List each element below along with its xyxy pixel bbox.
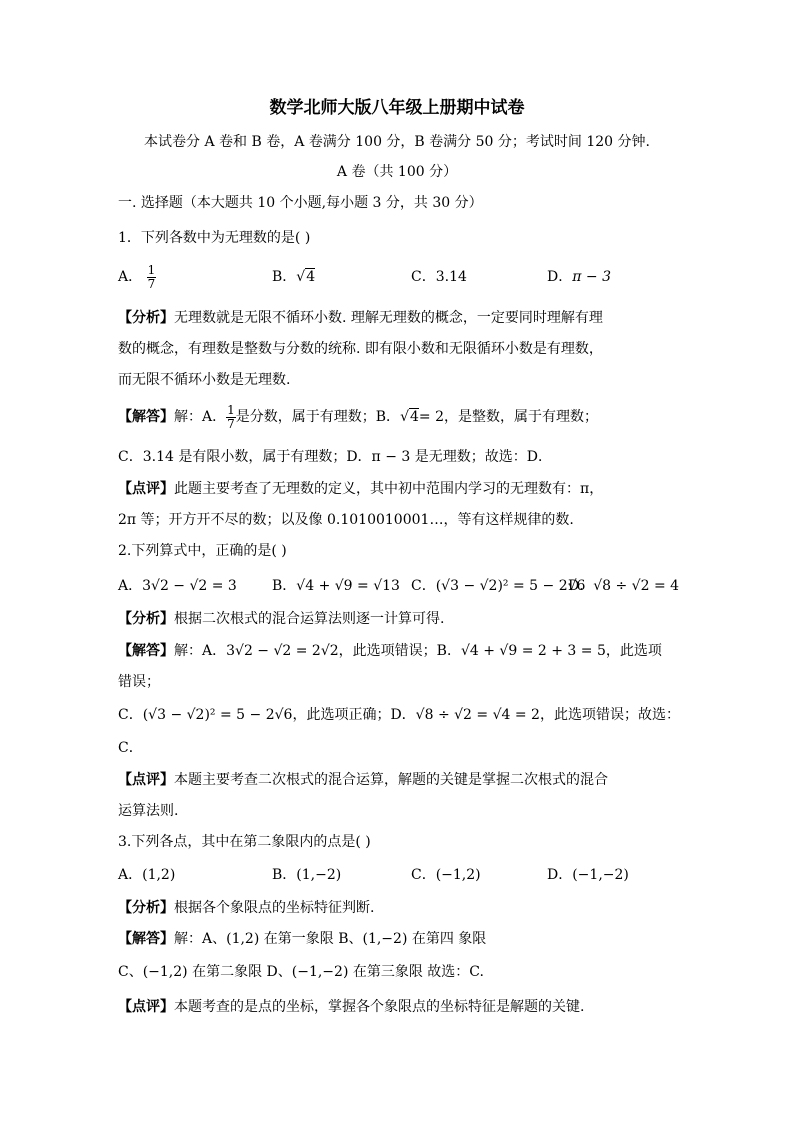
answer-tag: 【解答】 <box>118 931 174 947</box>
fraction-denominator: 7 <box>227 416 235 431</box>
q2-option-d: D．√8 ÷ √2 = 4 <box>568 578 680 594</box>
q1-option-a <box>118 262 156 292</box>
q1-answer-line-2: C．3.14 是有限小数，属于有理数；D．π − 3 是无理数；故选：D． <box>118 449 552 465</box>
analysis-text: 根据二次根式的混合运算法则逐一计算可得. <box>174 611 445 627</box>
q2-answer-line-2: 错误； <box>118 674 160 690</box>
q1-comment-line-2: 2π 等；开方开不尽的数；以及像 0.1010010001…，等有这样规律的数. <box>118 512 574 528</box>
q2-option-a: A．3√2 − √2 = 3 <box>118 578 237 594</box>
fraction <box>147 264 157 291</box>
comment-text: 此题主要考查了无理数的定义，其中初中范围内学习的无理数有：π， <box>174 481 604 497</box>
answer-text: = 2，是整数，属于有理数； <box>418 409 598 425</box>
analysis-tag: 【分析】 <box>118 900 174 916</box>
q1-comment-line-1 <box>118 479 603 499</box>
q3-comment <box>118 997 584 1017</box>
q1-option-d-prefix: D． <box>547 269 573 285</box>
fraction-numerator: 1 <box>227 402 235 417</box>
page-title: 数学北师大版八年级上册期中试卷 <box>269 98 525 118</box>
q1-option-d-expr: π − 3 <box>572 269 611 285</box>
q1-analysis-line-2: 数的概念，有理数是整数与分数的统称. 即有限小数和无限循环小数是有理数， <box>118 341 603 357</box>
q1-analysis-line-1 <box>118 308 603 328</box>
comment-text: 本题考查的是点的坐标，掌握各个象限点的坐标特征是解题的关键. <box>174 999 585 1015</box>
q2-option-c: C．(√3 − √2)² = 5 − 2√6 <box>411 578 586 594</box>
question-3-stem: 3.下列各点，其中在第二象限内的点是( ) <box>118 834 371 850</box>
answer-text: 是分数，属于有理数；B． <box>235 409 401 425</box>
q3-option-a: A．(1,2) <box>118 867 176 883</box>
exam-intro: 本试卷分 A 卷和 B 卷，A 卷满分 100 分，B 卷满分 50 分；考试时间 120 分钟. <box>144 134 650 150</box>
fraction-denominator: 7 <box>147 276 156 291</box>
answer-text: 解：A、(1,2) 在第一象限 B、(1,−2) 在第四 象限 <box>174 931 487 947</box>
part1-header: 一. 选择题（本大题共 10 个小题,每小题 3 分，共 30 分） <box>118 195 483 211</box>
q1-option-b-prefix: B． <box>272 269 297 285</box>
q2-answer-line-1 <box>118 641 662 661</box>
sqrt-expression: √4 <box>400 409 419 425</box>
q1-answer-line-1 <box>118 402 598 432</box>
q3-answer-line-2: C、(−1,2) 在第二象限 D、(−1,−2) 在第三象限 故选：C. <box>118 964 484 980</box>
answer-tag: 【解答】 <box>118 643 174 659</box>
q3-answer-line-1 <box>118 929 486 949</box>
section-a-header: A 卷（共 100 分） <box>336 164 458 180</box>
q1-option-d <box>547 267 611 287</box>
q1-analysis-line-3: 而无限不循环小数是无理数. <box>118 372 291 388</box>
answer-tag: 【解答】 <box>118 409 174 425</box>
q2-answer-line-4: C． <box>118 740 143 756</box>
analysis-text: 根据各个象限点的坐标特征判断. <box>174 900 375 916</box>
answer-text: 解：A．3√2 − √2 = 2√2，此选项错误；B．√4 + √9 = 2 + 3 = 5，此选项 <box>174 643 662 659</box>
q2-analysis <box>118 609 444 629</box>
comment-text: 本题主要考查二次根式的混合运算，解题的关键是掌握二次根式的混合 <box>174 772 608 788</box>
q1-option-c: C．3.14 <box>411 269 467 285</box>
sqrt-expression: √4 <box>296 269 316 285</box>
sqrt-radicand: 4 <box>409 409 419 425</box>
q1-option-b <box>272 267 315 287</box>
comment-tag: 【点评】 <box>118 999 174 1015</box>
analysis-text: 无理数就是无限不循环小数. 理解无理数的概念，一定要同时理解有理 <box>174 310 603 326</box>
q3-analysis <box>118 898 374 918</box>
fraction <box>226 404 236 431</box>
q1-option-a-prefix: A． <box>118 269 143 285</box>
sqrt-radicand: 4 <box>306 269 316 285</box>
q2-answer-line-3: C．(√3 − √2)² = 5 − 2√6，此选项正确；D．√8 ÷ √2 = √4 = 2，此选项错误；故选： <box>118 707 680 723</box>
comment-tag: 【点评】 <box>118 772 174 788</box>
analysis-tag: 【分析】 <box>118 310 174 326</box>
comment-tag: 【点评】 <box>118 481 174 497</box>
question-2-stem: 2.下列算式中，正确的是( ) <box>118 543 287 559</box>
q3-option-b: B．(1,−2) <box>272 867 342 883</box>
q3-option-d: D．(−1,−2) <box>547 867 629 883</box>
q2-comment-line-2: 运算法则. <box>118 803 179 819</box>
analysis-tag: 【分析】 <box>118 611 174 627</box>
answer-text: 解：A． <box>174 409 227 425</box>
question-1-stem: 1．下列各数中为无理数的是( ) <box>118 230 311 246</box>
q2-comment-line-1 <box>118 770 608 790</box>
q3-option-c: C．(−1,2) <box>411 867 481 883</box>
q2-option-b: B．√4 + √9 = √13 <box>272 578 400 594</box>
fraction-numerator: 1 <box>147 262 156 277</box>
